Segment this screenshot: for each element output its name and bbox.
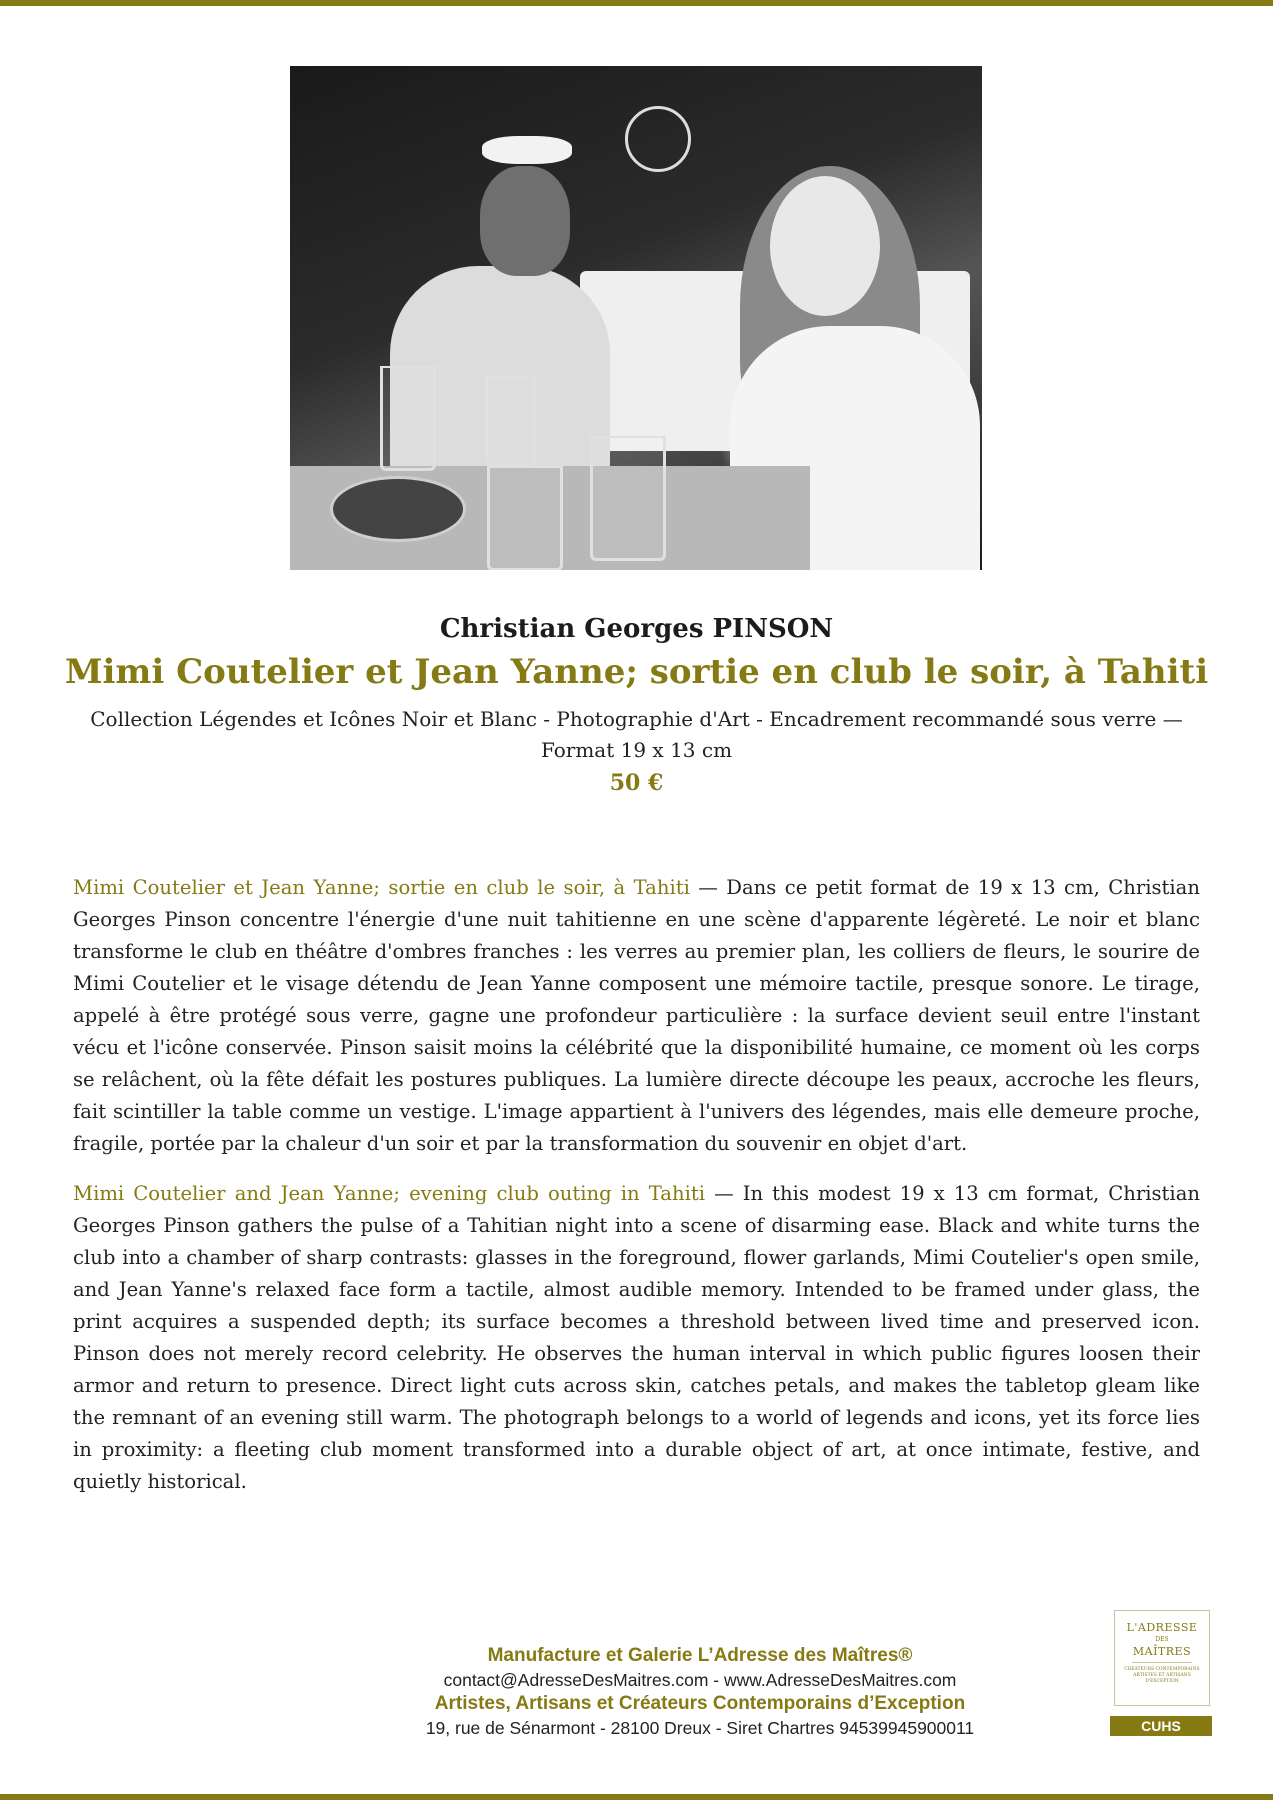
description-en-body: — In this modest 19 x 13 cm format, Christian Georges Pinson gathers the pulse of a Tahitian night into a scene of disarming ease. Black and white turns the club into a chamber of sharp contrasts: glasses in the foreground, flower garlands, Mimi Coutelier's open smile, and Jean Yanne's relaxed face form a tactile, almost audible memory. Intended to be framed under glass, the print acquires a suspended depth; its surface becomes a threshold between lived time and preserved icon. Pinson does not merely record celebrity. He observes the human interval in which public figures loosen their armor and return to presence. Direct light cuts across skin, catches petals, and makes the tabletop gleam like the remnant of an evening still warm. The photograph belongs to a world of legends and icons, yet its force lies in proximity: a fleeting club moment transformed into a durable object of art, at once intimate, festive, and quietly historical. bbox=[73, 1182, 1201, 1493]
footer bbox=[300, 1644, 1100, 1740]
logo-line-2: DES bbox=[1155, 1636, 1169, 1643]
glass bbox=[485, 376, 536, 466]
table-plate bbox=[330, 476, 466, 542]
logo-line-1: L'ADRESSE bbox=[1126, 1621, 1198, 1634]
description-fr bbox=[73, 872, 1200, 1160]
wall-sun-decoration bbox=[625, 106, 691, 172]
glass bbox=[380, 366, 436, 471]
description-fr-lead: Mimi Coutelier et Jean Yanne; sortie en club le soir, à Tahiti bbox=[73, 876, 690, 899]
glass bbox=[590, 436, 666, 561]
footer-contact: contact@AdresseDesMaitres.com - www.AdresseDesMaitres.com bbox=[443, 1670, 957, 1690]
footer-company: Manufacture et Galerie L’Adresse des Maîtres® bbox=[487, 1645, 913, 1666]
description-en-lead: Mimi Coutelier and Jean Yanne; evening club outing in Tahiti bbox=[73, 1182, 705, 1205]
description-fr-body: — Dans ce petit format de 19 x 13 cm, Christian Georges Pinson concentre l'énergie d'une nuit tahitienne en une scène d'apparente légèreté. Le noir et blanc transforme le club en théâtre d'ombres franches : les verres au premier plan, les colliers de fleurs, le sourire de Mimi Coutelier et le visage détendu de Jean Yanne composent une mémoire tactile, presque sonore. Le tirage, appelé à être protégé sous verre, gagne une profondeur particulière : la surface devient seuil entre l'instant vécu et l'icône conservée. Pinson saisit moins la célébrité que la disponibilité humaine, ce moment où les corps se relâchent, où la fête défait les postures publiques. La lumière directe découpe les peaux, accroche les fleurs, fait scintiller la table comme un vestige. L'image appartient à l'univers des légendes, mais elle demeure proche, fragile, portée par la chaleur d'un soir et par la transformation du souvenir en objet d'art. bbox=[73, 876, 1200, 1155]
artwork-subtitle: Collection Légendes et Icônes Noir et Blanc - Photographie d'Art - Encadrement recommandé sous verre — Format 19 x 13 cm bbox=[90, 707, 1183, 762]
footer-tagline: Artistes, Artisans et Créateurs Contemporains d’Exception bbox=[434, 1693, 966, 1714]
logo-line-4: CRÉATEURS CONTEMPORAINS ARTISTES ET ARTISANS D'EXCEPTION bbox=[1124, 1667, 1200, 1684]
footer-address: 19, rue de Sénarmont - 28100 Dreux - Siret Chartres 94539945900011 bbox=[425, 1718, 975, 1738]
glass bbox=[487, 466, 563, 570]
artwork-title: Mimi Coutelier et Jean Yanne; sortie en club le soir, à Tahiti bbox=[64, 652, 1209, 692]
artwork-price: 50 € bbox=[609, 770, 664, 796]
woman-face bbox=[770, 176, 880, 316]
logo-rule bbox=[1132, 1662, 1192, 1663]
flower-crown bbox=[482, 136, 572, 164]
artwork-photo bbox=[290, 66, 982, 570]
description-en bbox=[73, 1178, 1200, 1498]
bottom-border bbox=[0, 1794, 1273, 1800]
artist-name: Christian Georges PINSON bbox=[439, 614, 834, 644]
man-face bbox=[480, 166, 570, 276]
logo-badge: CUHS bbox=[1110, 1716, 1212, 1736]
logo-line-3: MAÎTRES bbox=[1132, 1645, 1192, 1658]
gallery-logo bbox=[1114, 1610, 1210, 1706]
top-border bbox=[0, 0, 1273, 6]
